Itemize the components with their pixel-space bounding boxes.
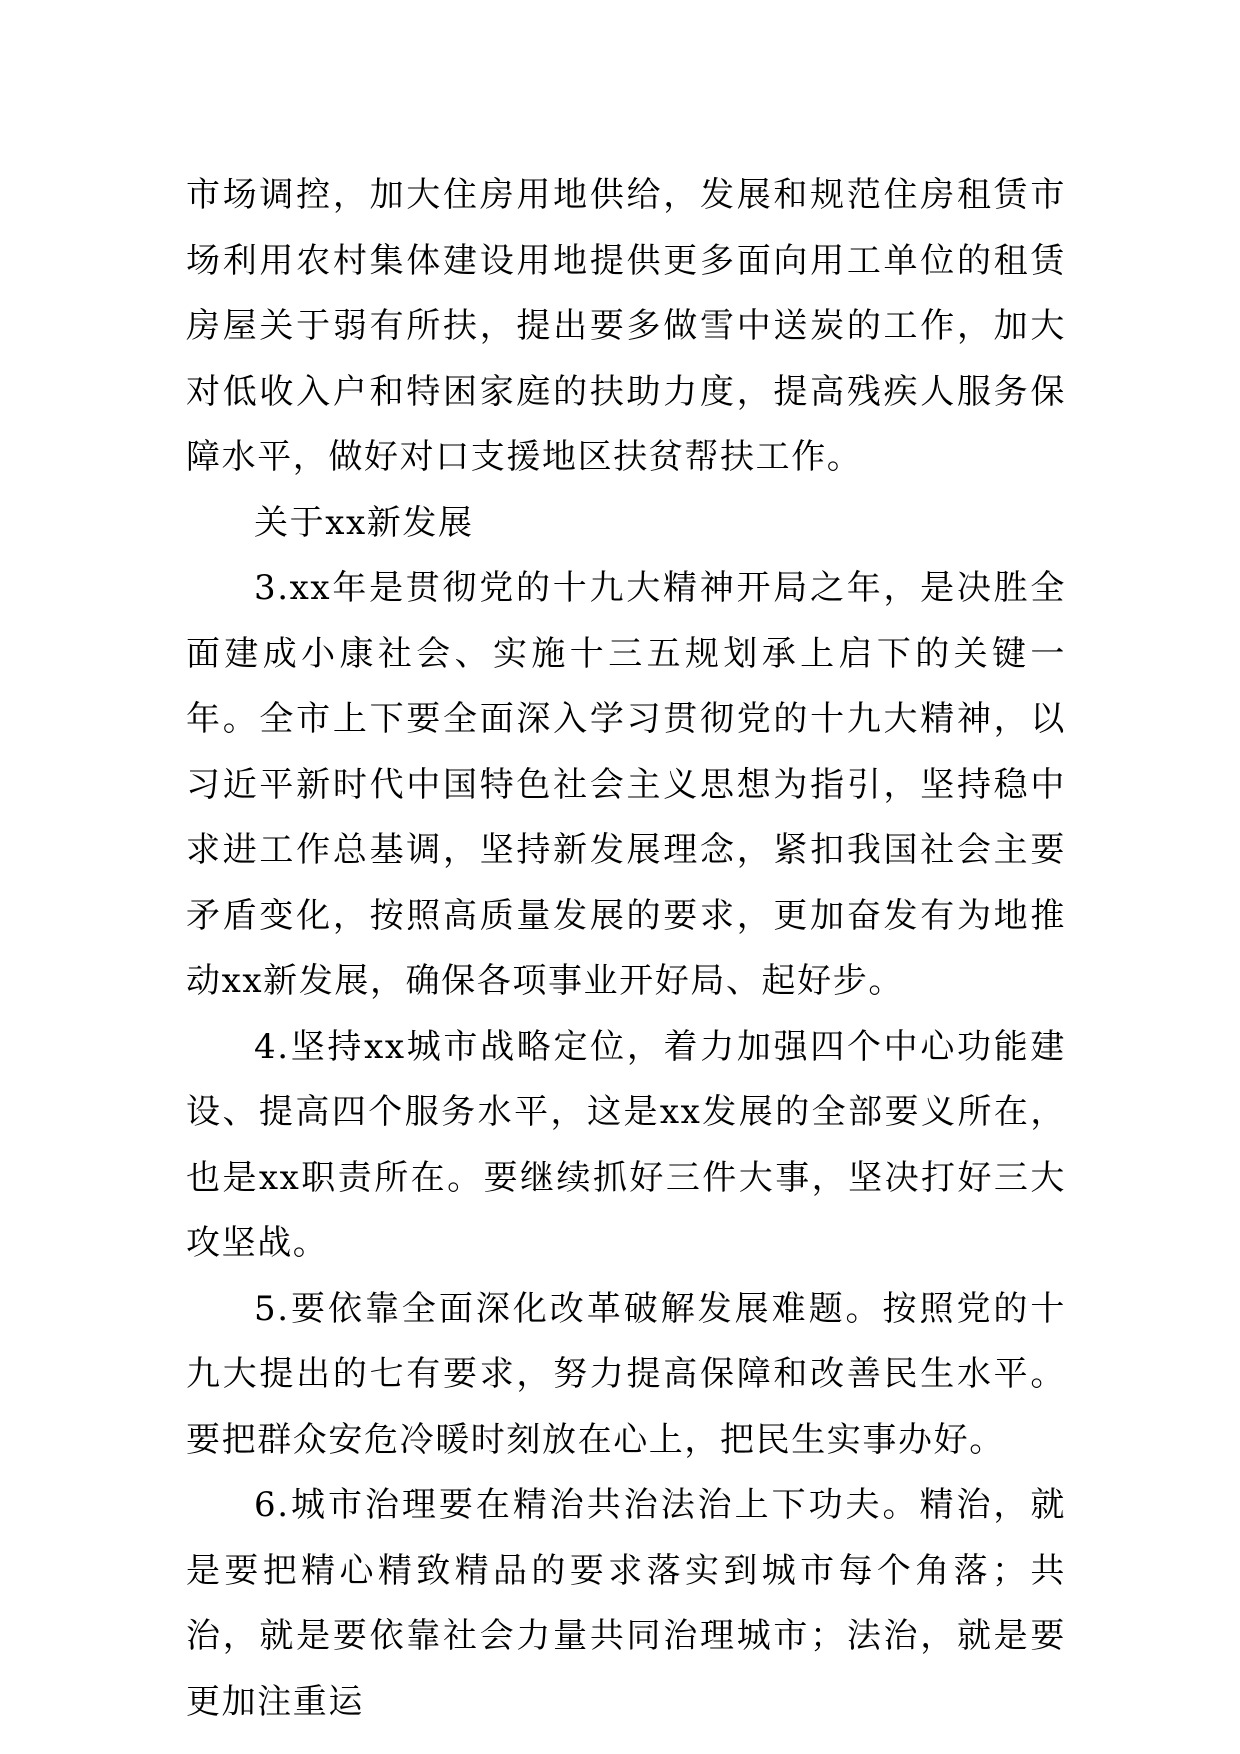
body-text: [186, 163, 1066, 1735]
paragraph-item-5: 5.要依靠全面深化改革破解发展难题。按照党的十九大提出的七有要求，努力提高保障和改善民生水平。要把群众安危冷暖时刻放在心上，把民生实事办好。: [186, 1288, 1066, 1460]
paragraph-item-6: 6.城市治理要在精治共治法治上下功夫。精治，就是要把精心精致精品的要求落实到城市每个角落；共治，就是要依靠社会力量共同治理城市；法治，就是要更加注重运: [186, 1485, 1066, 1722]
paragraph-housing-continuation: 市场调控，加大住房用地供给，发展和规范住房租赁市场利用农村集体建设用地提供更多面向用工单位的租赁房屋关于弱有所扶，提出要多做雪中送炭的工作，加大对低收入户和特困家庭的扶助力度，提高残疾人服务保障水平，做好对口支援地区扶贫帮扶工作。: [186, 175, 1066, 477]
paragraph-item-4: 4.坚持xx城市战略定位，着力加强四个中心功能建设、提高四个服务水平，这是xx发展的全部要义所在，也是xx职责所在。要继续抓好三件大事，坚决打好三大攻坚战。: [186, 1026, 1066, 1263]
paragraph-item-3: 3.xx年是贯彻党的十九大精神开局之年，是决胜全面建成小康社会、实施十三五规划承上启下的关键一年。全市上下要全面深入学习贯彻党的十九大精神，以习近平新时代中国特色社会主义思想为指引，坚持稳中求进工作总基调，坚持新发展理念，紧扣我国社会主要矛盾变化，按照高质量发展的要求，更加奋发有为地推动xx新发展，确保各项事业开好局、起好步。: [186, 568, 1066, 1001]
section-heading-new-development: 关于xx新发展: [254, 502, 474, 543]
